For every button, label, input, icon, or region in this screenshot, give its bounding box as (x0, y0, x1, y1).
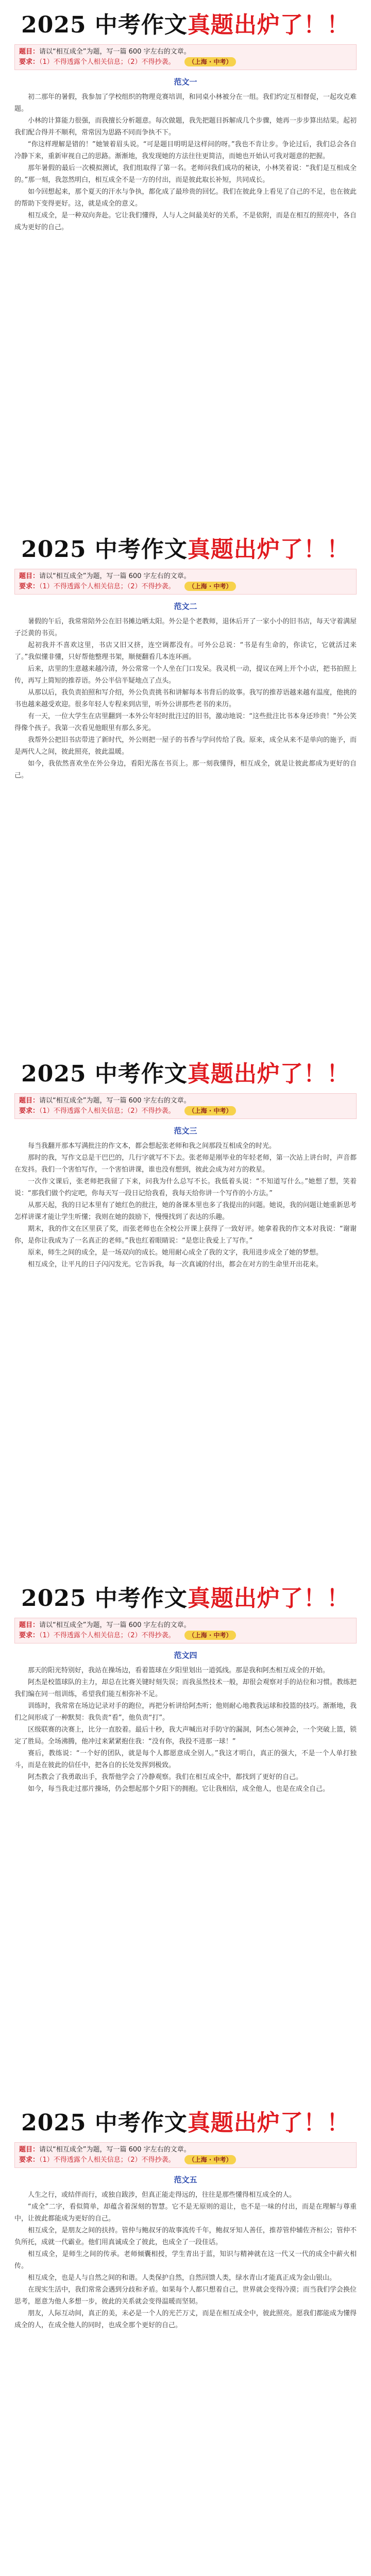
essay-paragraph: 如今，我依然喜欢坐在外公身边，看阳光落在书页上。那一刻我懂得，相互成全，就是让彼此都成为更好的自己。 (14, 760, 357, 779)
region-badge: （上海 · 中考） (184, 2155, 237, 2164)
topic-text: 请以“相互成全”为题，写一篇 600 字左右的文章。 (39, 48, 191, 56)
essay-paragraph: 赛后，教练说：“一个好的团队，就是每个人都愿意成全别人。”我这才明白，真正的强大，不是一个人单打独斗，而是在彼此的信任中，把各自的长处发挥到极致。 (14, 1750, 357, 1769)
prompt-box (14, 44, 357, 70)
requirement-text: （1）不得透露个人相关信息；（2）不得抄袭。 (39, 583, 175, 590)
essay-paragraph: “成全”二字，看似简单，却蕴含着深刻的智慧。它不是无原则的退让，也不是一味的付出，而是在理解与尊重中，让彼此都能成为更好的自己。 (14, 2203, 357, 2223)
essay-paragraph: 朋友，人际互动间，真正的美，未必是一个人的光芒万丈，而是在相互成全中，彼此照亮。愿我们都能成为懂得成全的人，在成全他人的同时，也成全那个更好的自己。 (14, 2310, 357, 2329)
essay-body (14, 1665, 357, 1795)
title-red-part: 真题出炉了！！ (187, 536, 350, 563)
prompt-box (14, 1093, 357, 1119)
essay-paragraph: 相互成全，是一种双向奔赴。它让我们懂得，人与人之间最美好的关系，不是依附，而是在相互的照亮中，各自成为更好的自己。 (14, 212, 357, 231)
requirement-row (19, 2155, 352, 2165)
title-black-part: 2025 中考作文 (21, 2110, 188, 2136)
page-title (14, 536, 357, 565)
essay-paragraph: 从那天起，我的日记本里有了她红色的批注，她的备课本里也多了我提出的问题。她说，我的问题让她重新思考怎样讲课才能让学生听懂；我则在她的鼓励下，慢慢找到了表达的乐趣。 (14, 1201, 357, 1221)
essay-paragraph: 期末，我的作文在区里获了奖，而张老师也在全校公开课上获得了一致好评。她拿着我的作文本对我说：“谢谢你，是你让我成为了一名真正的老师。”我也红着眼睛说：“是您让我爱上了写作。” (14, 1225, 357, 1245)
title-red-part: 真题出炉了！！ (187, 2110, 350, 2136)
essay-title: 范文五 (174, 2175, 197, 2184)
requirement-label: 要求： (19, 1632, 40, 1639)
essay-paragraph: 如今回想起来，那个夏天的汗水与争执，都化成了最珍贵的回忆。我们在彼此身上看见了自己的不足，也在彼此的帮助下变得更好。这，就是成全的意义。 (14, 188, 357, 208)
topic-label: 题目： (19, 2146, 40, 2154)
requirement-label: 要求： (19, 2156, 40, 2164)
essay-body (14, 2189, 357, 2331)
title-black-part: 2025 中考作文 (21, 12, 188, 38)
essay-paragraph: 每当我翻开那本写满批注的作文本，都会想起张老师和我之间那段互相成全的时光。 (28, 1142, 276, 1150)
requirement-row (19, 1106, 352, 1116)
essay-paragraph: 相互成全，是朋友之间的扶持。管仲与鲍叔牙的故事流传千年，鲍叔牙知人善任，推荐管仲辅佐齐桓公；管仲不负所托，成就一代霸业。他们用真诚成全了彼此，也成全了一段佳话。 (14, 2227, 357, 2246)
essay-section-4 (0, 1573, 371, 2098)
region-badge: （上海 · 中考） (184, 1631, 237, 1640)
topic-text: 请以“相互成全”为题，写一篇 600 字左右的文章。 (39, 1097, 191, 1105)
essay-body (14, 1140, 357, 1270)
topic-row (19, 1096, 352, 1106)
region-badge: （上海 · 中考） (184, 1106, 237, 1115)
page-title (14, 2109, 357, 2138)
essay-title: 范文二 (174, 602, 197, 611)
topic-row (19, 2145, 352, 2155)
essay-title: 范文一 (174, 77, 197, 87)
prompt-box (14, 569, 357, 595)
requirement-label: 要求： (19, 58, 40, 66)
essay-paragraph: “你这样理解是错的！”她皱着眉头说。“可是题目明明是这样问的呀。”我也不肯让步。争论过后，我们总会各自冷静下来，重新审视自己的思路。渐渐地，我发现她的方法往往更简洁，而她也开始认可我对题意的把握。 (14, 141, 357, 160)
title-red-part: 真题出炉了！！ (187, 1585, 350, 1612)
title-black-part: 2025 中考作文 (21, 1061, 188, 1087)
requirement-label: 要求： (19, 1107, 40, 1115)
title-red-part: 真题出炉了！！ (187, 1061, 350, 1087)
requirement-text: （1）不得透露个人相关信息；（2）不得抄袭。 (39, 1632, 175, 1639)
topic-row (19, 47, 352, 57)
topic-row (19, 571, 352, 582)
essay-paragraph: 原来，师生之间的成全，是一场双向的成长。她用耐心成全了我的文字，我用进步成全了她的梦想。 (28, 1249, 323, 1257)
essay-paragraph: 初二那年的暑假，我参加了学校组织的物理竞赛培训，和同桌小林被分在一组。我们约定互相督促，一起攻克难题。 (14, 93, 357, 113)
requirement-label: 要求： (19, 583, 40, 590)
essay-paragraph: 训练时，我常常在场边记录对手的跑位，再把分析讲给阿杰听；他则耐心地教我运球和投篮的技巧。渐渐地，我们之间形成了一种默契：我负责“看”，他负责“打”。 (14, 1702, 357, 1722)
page-title (14, 1585, 357, 1614)
essay-paragraph: 如今，每当我走过那片操场，仍会想起那个夕阳下的拥抱。它让我相信，成全他人，也是在成全自己。 (28, 1785, 330, 1793)
essay-paragraph: 人生之行，或结伴而行，或独自跋涉，但真正能走得远的，往往是那些懂得相互成全的人。 (28, 2191, 296, 2199)
topic-text: 请以“相互成全”为题，写一篇 600 字左右的文章。 (39, 2146, 191, 2154)
essay-paragraph: 从那以后，我负责拍照和写介绍，外公负责挑书和讲解每本书背后的故事。我写的推荐语越来越有温度，他挑的书也越来越受欢迎。很多年轻人专程来到店里，听外公讲那些老书的来历。 (14, 689, 357, 708)
title-black-part: 2025 中考作文 (21, 1585, 188, 1612)
essay-body (14, 91, 357, 233)
title-black-part: 2025 中考作文 (21, 536, 188, 563)
essay-paragraph: 阿杰教会了我勇敢出手，我帮他学会了冷静观察。我们在相互成全中，都找到了更好的自己。 (28, 1773, 303, 1781)
topic-label: 题目： (19, 1097, 40, 1105)
essay-title: 范文四 (174, 1651, 197, 1660)
page-title (14, 11, 357, 40)
essay-paragraph: 小林的计算能力很强，而我擅长分析题意。每次做题，我先把题目拆解成几个步骤，她再一步步算出结果。起初我们配合得并不顺利，常常因为思路不同而争执不下。 (14, 117, 357, 137)
requirement-text: （1）不得透露个人相关信息；（2）不得抄袭。 (39, 58, 175, 66)
requirement-text: （1）不得透露个人相关信息；（2）不得抄袭。 (39, 1107, 175, 1115)
essay-paragraph: 相互成全，也是人与自然之间的和谐。人类保护自然，自然回馈人类，绿水青山才能真正成为金山银山。 (28, 2274, 336, 2282)
essay-paragraph: 那天的阳光特别好，我站在操场边，看着篮球在夕阳里划出一道弧线。那是我和阿杰相互成全的开始。 (28, 1667, 330, 1674)
essay-paragraph: 区级联赛的决赛上，比分一直胶着。最后十秒，我大声喊出对手防守的漏洞，阿杰心领神会，一个突破上篮，锁定了胜局。全场沸腾，他冲过来紧紧抱住我：“没有你，我投不进那一球！” (14, 1726, 357, 1745)
essay-paragraph: 那时的我，写作文总是干巴巴的，几行字就写不下去。张老师是刚毕业的年轻老师，第一次站上讲台时，声音都在发抖。我们一个害怕写作，一个害怕讲课，谁也没有想到，彼此会成为对方的救星。 (14, 1154, 357, 1174)
topic-label: 题目： (19, 572, 40, 580)
essay-paragraph: 在现实生活中，我们常常会遇到分歧和矛盾。如果每个人都只想着自己，世界就会变得冷漠；而当我们学会换位思考，愿意为他人多想一步，彼此的关系就会变得温暖而坚韧。 (14, 2286, 357, 2306)
essay-paragraph: 相互成全，让平凡的日子闪闪发光。它告诉我，每一次真诚的付出，都会在对方的生命里开出花来。 (28, 1261, 323, 1268)
topic-label: 题目： (19, 48, 40, 56)
requirement-row (19, 57, 352, 67)
region-badge: （上海 · 中考） (184, 582, 237, 591)
essay-body (14, 616, 357, 782)
prompt-box (14, 1618, 357, 1643)
essay-section-5 (0, 2098, 371, 2576)
essay-paragraph: 一次作文课后，张老师把我留了下来，问我为什么总写不长。我低着头说：“不知道写什么。”她想了想，笑着说：“那我们做个约定吧，你每天写一段日记给我看，我每天给你讲一个写作的小方法。” (14, 1178, 357, 1197)
prompt-box (14, 2142, 357, 2168)
topic-label: 题目： (19, 1621, 40, 1629)
topic-text: 请以“相互成全”为题，写一篇 600 字左右的文章。 (39, 572, 191, 580)
essay-paragraph: 那年暑假的最后一次模拟测试，我们组取得了第一名。老师问我们成功的秘诀，小林笑着说：“我们是互相成全的。”那一刻，我忽然明白，相互成全不是一方的付出，而是彼此取长补短，共同成长。 (14, 164, 357, 184)
essay-paragraph: 阿杰是校篮球队的主力，却总在比赛关键时刻失误；而我虽然技术一般，却很会观察对手的站位和习惯。教练把我们编在同一组训练，希望我们能互相弥补不足。 (14, 1679, 357, 1698)
topic-text: 请以“相互成全”为题，写一篇 600 字左右的文章。 (39, 1621, 191, 1629)
requirement-row (19, 582, 352, 592)
essay-section-3 (0, 1049, 371, 1573)
essay-paragraph: 起初我并不喜欢这里，书店又旧又挤，连空调都没有。可外公总说：“书是有生命的，你读它，它就活过来了。”我似懂非懂，只好帮他整理书架，顺便翻看几本连环画。 (14, 641, 357, 661)
essay-paragraph: 有一天，一位大学生在店里翻到一本外公年轻时批注过的旧书，激动地说：“这些批注比书本身还珍贵！”外公笑得像个孩子。我第一次看见他眼里有那么多光。 (14, 713, 357, 732)
essay-paragraph: 后来，店里的生意越来越冷清，外公常常一个人坐在门口发呆。我灵机一动，提议在网上开个小店，把书拍照上传，再写上简短的推荐语。外公半信半疑地点了点头。 (14, 665, 357, 685)
region-badge: （上海 · 中考） (184, 57, 237, 66)
requirement-text: （1）不得透露个人相关信息；（2）不得抄袭。 (39, 2156, 175, 2164)
page-title (14, 1060, 357, 1089)
title-red-part: 真题出炉了！！ (187, 12, 350, 38)
essay-section-1 (0, 0, 371, 524)
essay-paragraph: 相互成全，是师生之间的传承。老师倾囊相授，学生青出于蓝，知识与精神就在这一代又一代的成全中薪火相传。 (14, 2250, 357, 2270)
essay-title: 范文三 (174, 1126, 197, 1136)
essay-paragraph: 我帮外公把旧书店带进了新时代，外公则把一屋子的书香与学问传给了我。原来，成全从来不是单向的施予，而是两代人之间，彼此照亮，彼此温暖。 (14, 736, 357, 756)
essay-section-2 (0, 524, 371, 1049)
requirement-row (19, 1631, 352, 1641)
essay-paragraph: 暑假的午后，我常常陪外公在旧书摊边晒太阳。外公是个老教师，退休后开了一家小小的旧书店，每天守着满屋子泛黄的书页。 (14, 618, 357, 637)
topic-row (19, 1620, 352, 1631)
